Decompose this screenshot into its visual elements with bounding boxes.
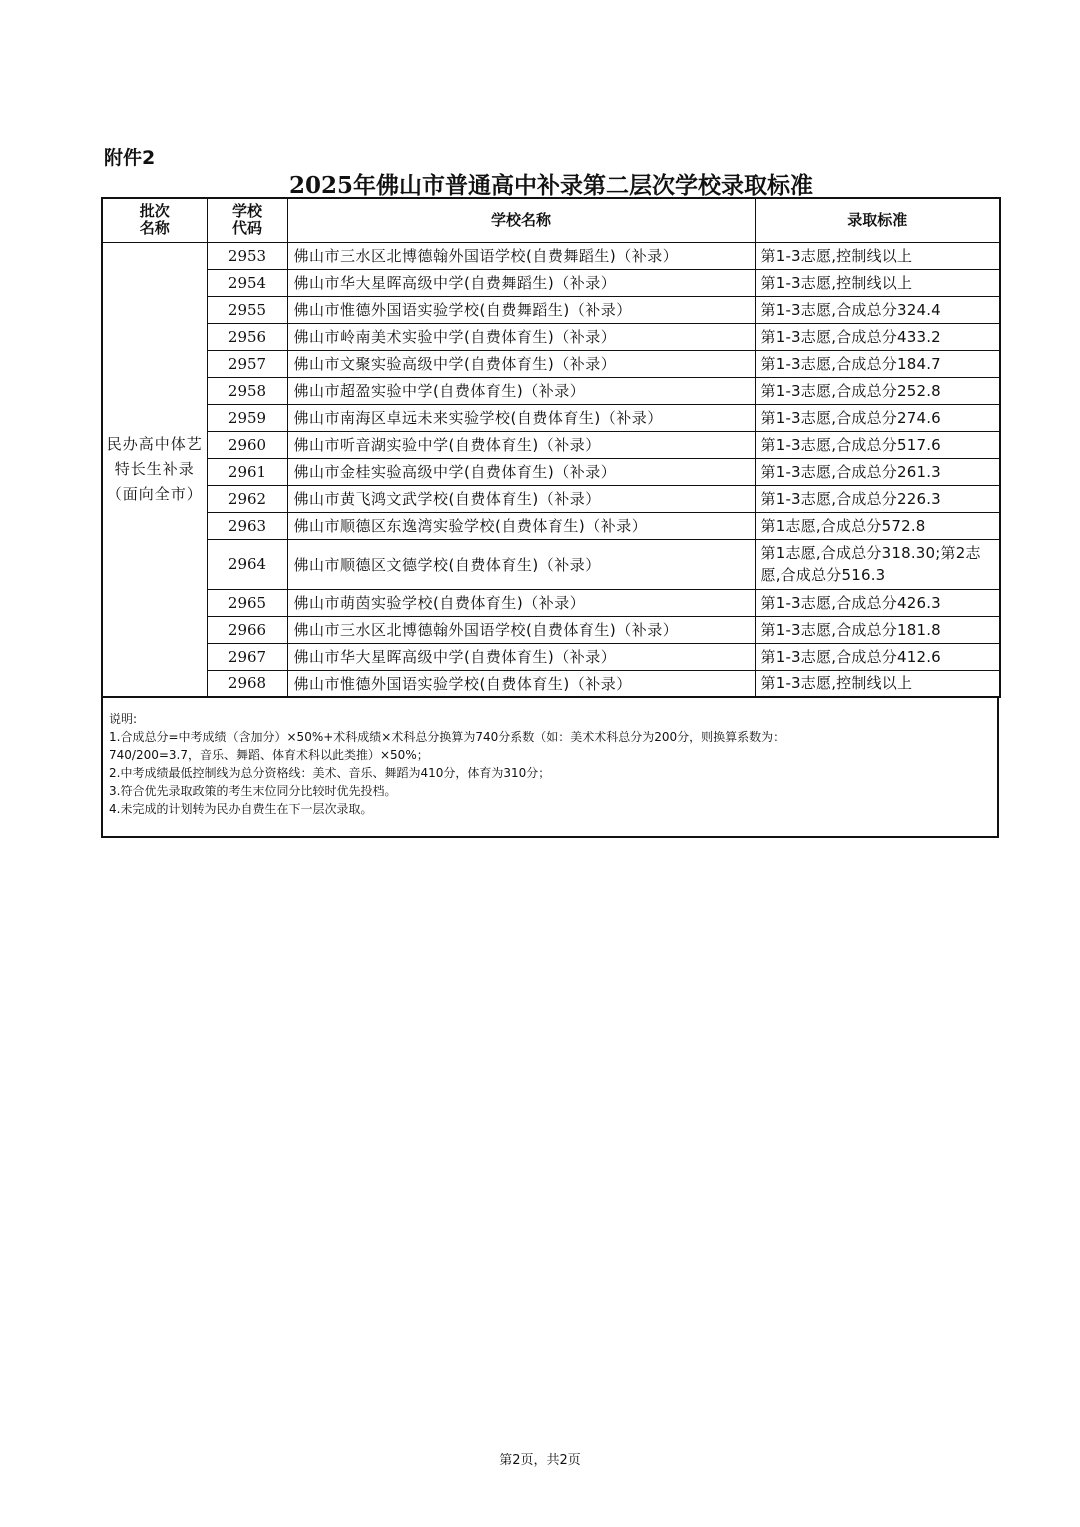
school-name-cell: 佛山市三水区北博德翰外国语学校(自费体育生)（补录） xyxy=(287,616,755,643)
attachment-label: 附件2 xyxy=(104,147,156,169)
school-code-cell: 2967 xyxy=(207,643,287,670)
school-name-cell: 佛山市萌茵实验学校(自费体育生)（补录） xyxy=(287,589,755,616)
header-admission-standard: 录取标准 xyxy=(755,198,1000,242)
admission-standard-cell: 第1-3志愿,合成总分184.7 xyxy=(755,350,1000,377)
school-name-cell: 佛山市华大星晖高级中学(自费体育生)（补录） xyxy=(287,643,755,670)
school-name-cell: 佛山市文聚实验高级中学(自费体育生)（补录） xyxy=(287,350,755,377)
admission-standard-cell: 第1志愿,合成总分572.8 xyxy=(755,512,1000,539)
school-code-cell: 2963 xyxy=(207,512,287,539)
admission-standards-table xyxy=(101,197,1001,698)
admission-standard-cell: 第1-3志愿,合成总分412.6 xyxy=(755,643,1000,670)
school-name-cell: 佛山市顺德区文德学校(自费体育生)（补录） xyxy=(287,539,755,589)
school-code-cell: 2954 xyxy=(207,269,287,296)
school-code-cell: 2957 xyxy=(207,350,287,377)
school-name-cell: 佛山市惟德外国语实验学校(自费舞蹈生)（补录） xyxy=(287,296,755,323)
admission-standard-cell: 第1-3志愿,合成总分517.6 xyxy=(755,431,1000,458)
school-code-cell: 2964 xyxy=(207,539,287,589)
note-line: 3.符合优先录取政策的考生末位同分比较时优先投档。 xyxy=(109,784,397,798)
school-name-cell: 佛山市岭南美术实验中学(自费体育生)（补录） xyxy=(287,323,755,350)
school-name-cell: 佛山市金桂实验高级中学(自费体育生)（补录） xyxy=(287,458,755,485)
notes-heading: 说明: xyxy=(109,712,138,726)
table-row xyxy=(102,323,1000,350)
admission-standard-cell: 第1志愿,合成总分318.30;第2志愿,合成总分516.3 xyxy=(755,539,1000,589)
table-row xyxy=(102,643,1000,670)
school-name-cell: 佛山市顺德区东逸湾实验学校(自费体育生)（补录） xyxy=(287,512,755,539)
school-code-cell: 2955 xyxy=(207,296,287,323)
table-row xyxy=(102,539,1000,589)
school-code-cell: 2968 xyxy=(207,670,287,697)
header-school-name: 学校名称 xyxy=(287,198,755,242)
note-line: 1.合成总分=中考成绩（含加分）×50%+术科成绩×术科总分换算为740分系数（如：美术术科总分为200分，则换算系数为： xyxy=(109,730,786,744)
school-name-cell: 佛山市惟德外国语实验学校(自费体育生)（补录） xyxy=(287,670,755,697)
table-header-row xyxy=(102,198,1000,242)
school-name-cell: 佛山市超盈实验中学(自费体育生)（补录） xyxy=(287,377,755,404)
admission-standard-cell: 第1-3志愿,控制线以上 xyxy=(755,670,1000,697)
admission-standard-cell: 第1-3志愿,合成总分252.8 xyxy=(755,377,1000,404)
admission-standard-cell: 第1-3志愿,合成总分226.3 xyxy=(755,485,1000,512)
school-code-cell: 2960 xyxy=(207,431,287,458)
table-row xyxy=(102,512,1000,539)
header-batch-name xyxy=(102,198,207,242)
note-line: 4.未完成的计划转为民办自费生在下一层次录取。 xyxy=(109,802,373,816)
school-code-cell: 2965 xyxy=(207,589,287,616)
header-text-line: 代码 xyxy=(231,219,262,238)
header-text-line: 名称 xyxy=(139,219,170,238)
document-title: 2025年佛山市普通高中补录第二层次学校录取标准 xyxy=(288,172,813,199)
table-row xyxy=(102,670,1000,697)
school-name-cell: 佛山市华大星晖高级中学(自费舞蹈生)（补录） xyxy=(287,269,755,296)
school-code-cell: 2953 xyxy=(207,242,287,269)
header-text-line: 批次 xyxy=(139,202,170,221)
school-code-cell: 2966 xyxy=(207,616,287,643)
note-line: 2.中考成绩最低控制线为总分资格线：美术、音乐、舞蹈为410分，体育为310分； xyxy=(109,766,551,780)
header-text-line: 学校 xyxy=(231,202,262,221)
admission-standard-cell: 第1-3志愿,合成总分181.8 xyxy=(755,616,1000,643)
table-row xyxy=(102,616,1000,643)
table-row xyxy=(102,431,1000,458)
admission-standard-cell: 第1-3志愿,合成总分261.3 xyxy=(755,458,1000,485)
table-row xyxy=(102,269,1000,296)
admission-standard-cell: 第1-3志愿,合成总分433.2 xyxy=(755,323,1000,350)
table-row xyxy=(102,458,1000,485)
school-name-cell: 佛山市听音湖实验中学(自费体育生)（补录） xyxy=(287,431,755,458)
school-code-cell: 2959 xyxy=(207,404,287,431)
page-number: 第2页，共2页 xyxy=(499,1453,581,1468)
header-school-code xyxy=(207,198,287,242)
batch-name-cell: 民办高中体艺特长生补录（面向全市） xyxy=(102,242,207,697)
school-name-cell: 佛山市黄飞鸿文武学校(自费体育生)（补录） xyxy=(287,485,755,512)
school-code-cell: 2962 xyxy=(207,485,287,512)
admission-standard-cell: 第1-3志愿,合成总分324.4 xyxy=(755,296,1000,323)
table-row xyxy=(102,350,1000,377)
admission-standard-cell: 第1-3志愿,合成总分426.3 xyxy=(755,589,1000,616)
table-row xyxy=(102,377,1000,404)
school-name-cell: 佛山市南海区卓远未来实验学校(自费体育生)（补录） xyxy=(287,404,755,431)
note-line: 740/200=3.7，音乐、舞蹈、体育术科以此类推）×50%； xyxy=(109,748,429,762)
notes-section xyxy=(101,698,999,838)
admission-standard-cell: 第1-3志愿,控制线以上 xyxy=(755,242,1000,269)
table-row xyxy=(102,404,1000,431)
school-code-cell: 2961 xyxy=(207,458,287,485)
school-name-cell: 佛山市三水区北博德翰外国语学校(自费舞蹈生)（补录） xyxy=(287,242,755,269)
admission-standard-cell: 第1-3志愿,控制线以上 xyxy=(755,269,1000,296)
table-row xyxy=(102,242,1000,269)
school-code-cell: 2958 xyxy=(207,377,287,404)
school-code-cell: 2956 xyxy=(207,323,287,350)
table-row xyxy=(102,485,1000,512)
admission-standard-cell: 第1-3志愿,合成总分274.6 xyxy=(755,404,1000,431)
table-row xyxy=(102,296,1000,323)
table-row xyxy=(102,589,1000,616)
